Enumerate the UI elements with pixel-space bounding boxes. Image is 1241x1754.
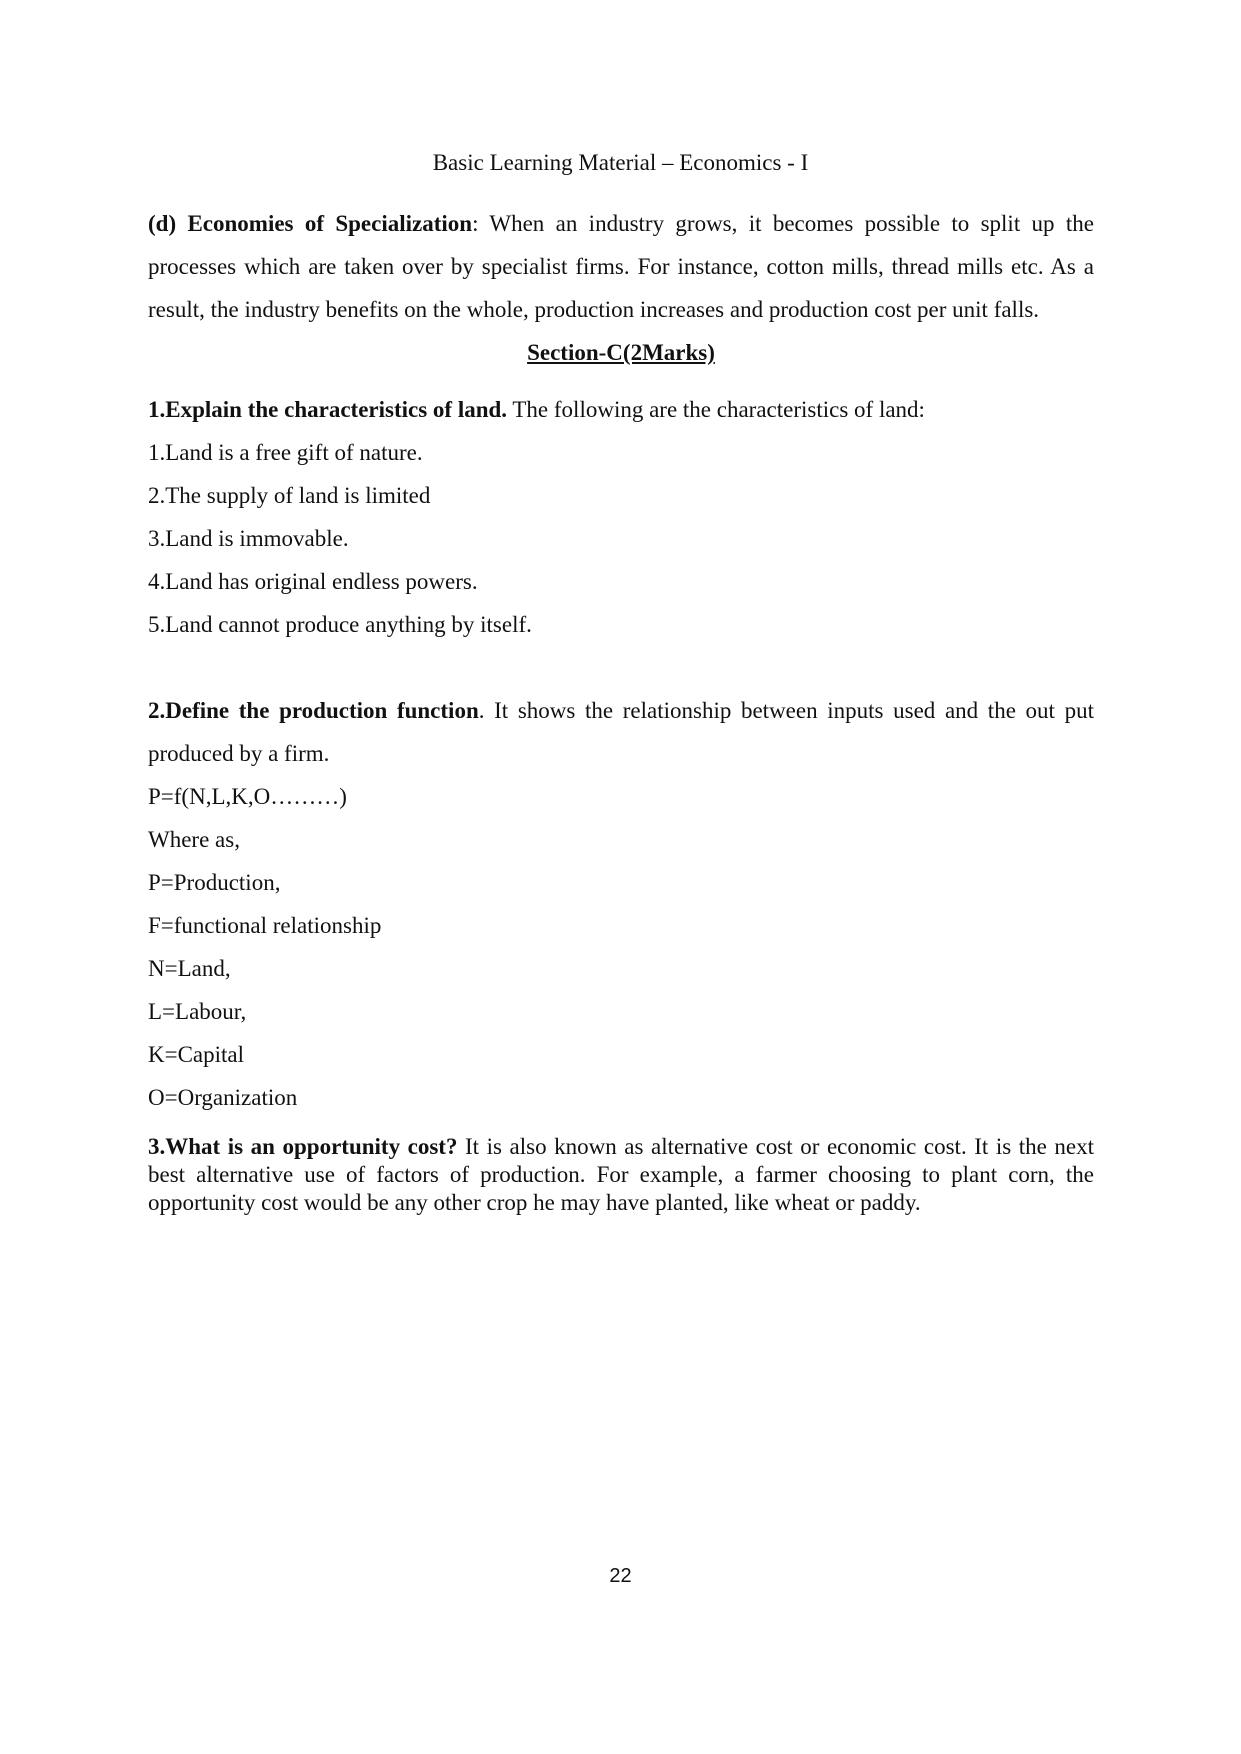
- page-content: [148, 202, 1094, 1217]
- production-formula: P=f(N,L,K,O………): [148, 784, 347, 809]
- where-label: Where as,: [148, 827, 240, 852]
- q1-paragraph: [148, 388, 1094, 431]
- specialization-separator: :: [472, 211, 479, 236]
- formula-term: K=Capital: [148, 1042, 245, 1067]
- q1-heading: 1.Explain the characteristics of land.: [148, 397, 508, 422]
- section-title: Section-C(2Marks): [527, 340, 715, 365]
- page-header: Basic Learning Material – Economics - I: [432, 150, 809, 175]
- specialization-heading: (d) Economies of Specialization: [148, 211, 473, 236]
- list-item: 5.Land cannot produce anything by itself.: [148, 612, 532, 637]
- q3-heading: 3.What is an opportunity cost?: [148, 1134, 458, 1159]
- q2-paragraph: [148, 689, 1094, 775]
- list-item: 2.The supply of land is limited: [148, 483, 431, 508]
- q3-text: It is also known as alternative cost or economic cost. It is the next best alternative use of factors of production. For example, a farmer choosing to plant corn, the opportunity cost would be any other crop he may have planted, like wheat or paddy.: [148, 1134, 1095, 1215]
- formula-term: O=Organization: [148, 1085, 298, 1110]
- q3-paragraph: [148, 1133, 1094, 1217]
- specialization-paragraph: [148, 202, 1094, 331]
- formula-term: N=Land,: [148, 956, 231, 981]
- page-number: 22: [609, 1565, 632, 1587]
- q2-heading: 2.Define the production function: [148, 698, 479, 723]
- specialization-text: When an industry grows, it becomes possible to split up the processes which are taken over by specialist firms. For instance, cotton mills, thread mills etc. As a result, the industry benefits on the whole, production increases and production cost per unit falls.: [148, 211, 1094, 322]
- q1-intro: The following are the characteristics of land:: [507, 397, 925, 422]
- list-item: 1.Land is a free gift of nature.: [148, 440, 423, 465]
- list-item: 3.Land is immovable.: [148, 526, 349, 551]
- spacer: [148, 646, 1094, 689]
- formula-term: P=Production,: [148, 870, 281, 895]
- q2-text: . It shows the relationship between inputs used and the out put produced by a firm.: [148, 698, 1094, 766]
- formula-term: L=Labour,: [148, 999, 247, 1024]
- list-item: 4.Land has original endless powers.: [148, 569, 478, 594]
- formula-term: F=functional relationship: [148, 913, 382, 938]
